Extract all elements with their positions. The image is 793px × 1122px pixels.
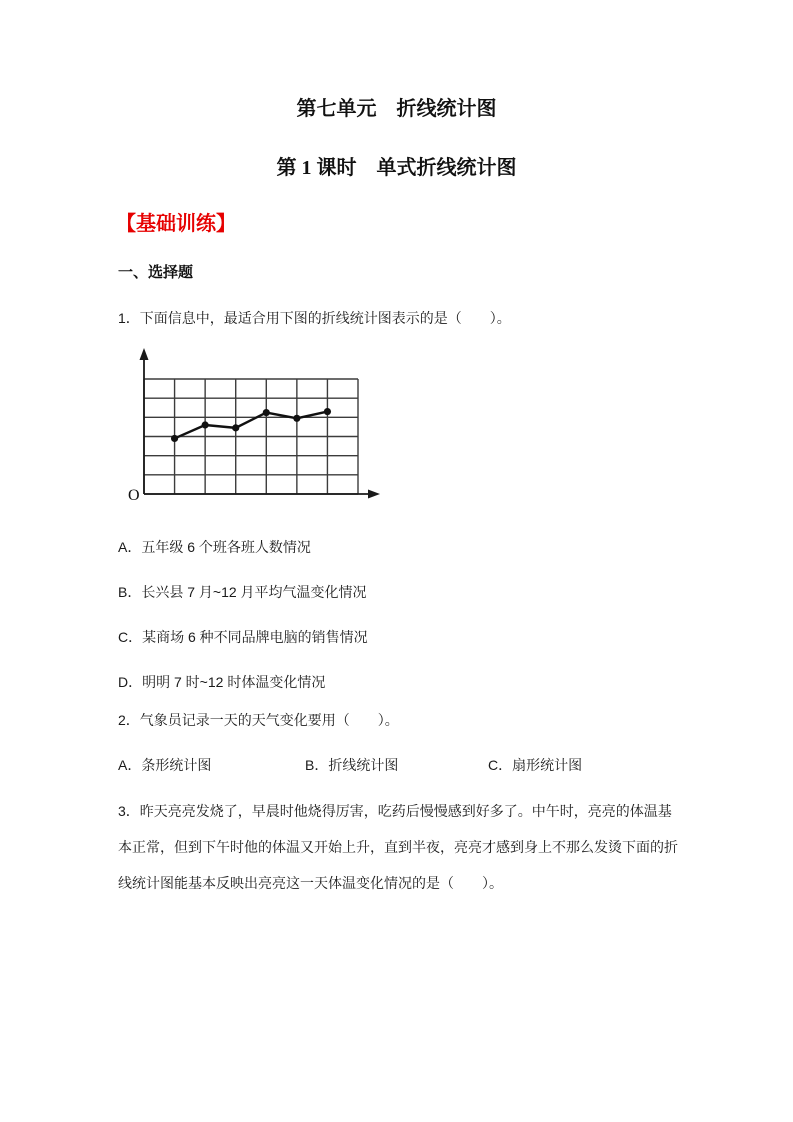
question-3-line-3: 线统计图能基本反映出亮亮这一天体温变化情况的是（ ）。 [118,875,503,891]
data-point [293,415,300,422]
question-3-line-1: 3．昨天亮亮发烧了，早晨时他烧得厉害，吃药后慢慢感到好多了。中午时，亮亮的体温基 [118,803,672,819]
q1-option-d: D．明明 7 时~12 时体温变化情况 [118,674,326,690]
data-point [202,421,209,428]
lesson-title: 第 1 课时 单式折线统计图 [276,157,517,179]
q1-option-b: B．长兴县 7 月~12 月平均气温变化情况 [118,584,367,600]
q2-option-b: B．折线统计图 [305,757,399,773]
q2-options-row [118,757,678,775]
basic-training-badge: 【基础训练】 [116,213,236,235]
question-3-line-2: 本正常，但到下午时他的体温又开始上升，直到半夜，亮亮才感到身上不那么发烫下面的折 [118,839,678,855]
part1-heading: 一、选择题 [118,264,194,281]
origin-label: O [128,487,140,504]
q1-option-a: A．五年级 6 个班各班人数情况 [118,539,311,555]
q2-option-c: C．扇形统计图 [488,757,583,773]
unit-title: 第七单元 折线统计图 [296,98,497,120]
question-2-text: 2．气象员记录一天的天气变化要用（ ）。 [118,712,399,728]
data-point [263,409,270,416]
question-1-text: 1．下面信息中，最适合用下图的折线统计图表示的是（ ）。 [118,310,511,326]
q1-option-c: C．某商场 6 种不同品牌电脑的销售情况 [118,629,368,645]
data-point [171,435,178,442]
q2-option-a: A．条形统计图 [118,757,212,773]
q1-chart-svg [112,344,402,514]
data-point [232,424,239,431]
data-point [324,408,331,415]
q1-line-chart [112,344,402,514]
